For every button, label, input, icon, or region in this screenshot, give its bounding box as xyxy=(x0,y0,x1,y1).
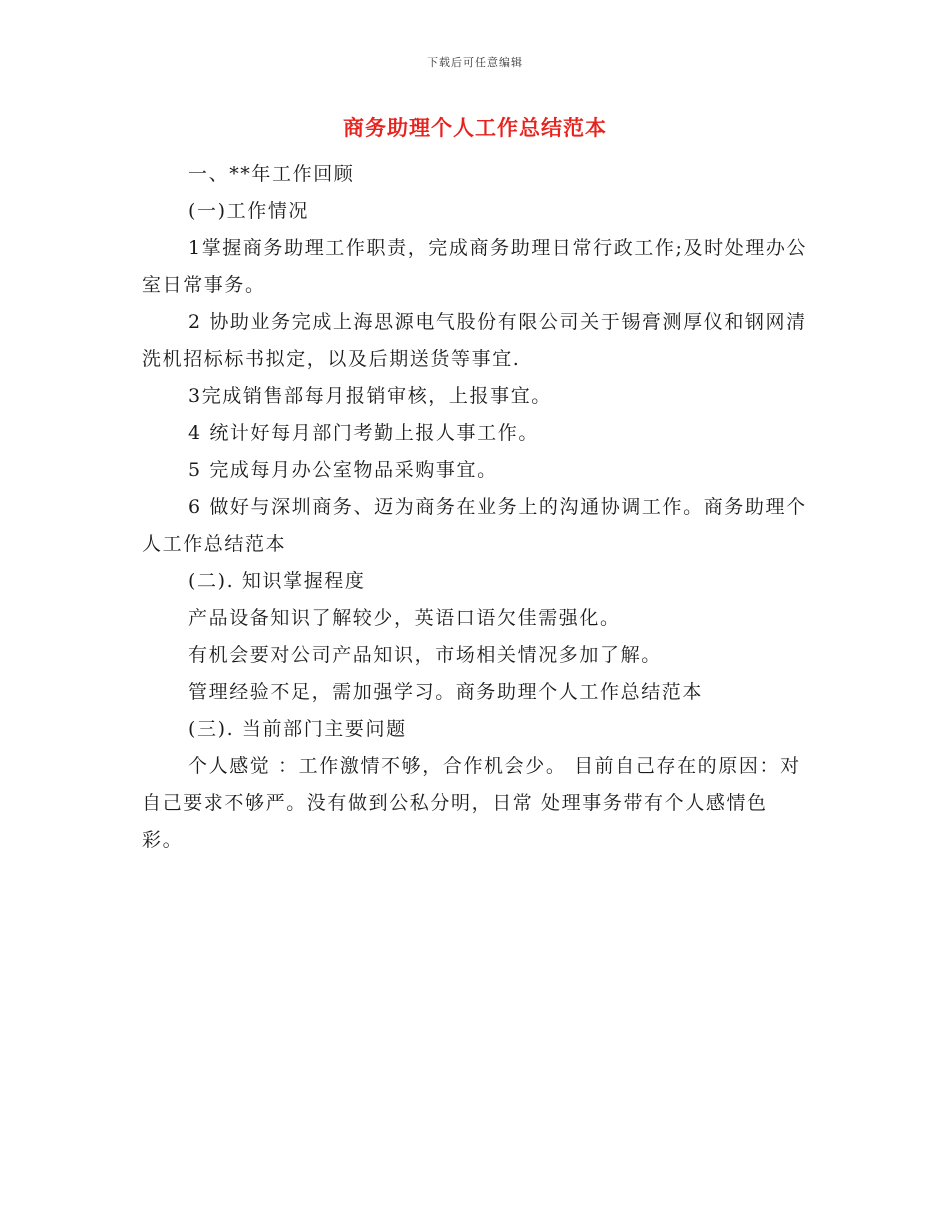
subsection-heading: (二). 知识掌握程度 xyxy=(188,570,366,592)
header-note: 下载后可任意编辑 xyxy=(427,56,523,69)
paragraph: 3完成销售部每月报销审核，上报事宜。 xyxy=(188,385,552,407)
paragraph: 1掌握商务助理工作职责，完成商务助理日常行政工作;及时处理办公室日常事务。 xyxy=(142,237,808,296)
subsection-heading: (三). 当前部门主要问题 xyxy=(188,718,407,740)
paragraph: 2 协助业务完成上海思源电气股份有限公司关于锡膏测厚仪和钢网清洗机招标标书拟定，以及后期送货等事宜. xyxy=(142,311,807,370)
paragraph: 5 完成每月办公室物品采购事宜。 xyxy=(188,459,498,481)
document-body xyxy=(142,156,808,859)
section-heading: 一、**年工作回顾 xyxy=(188,163,355,185)
paragraph: 个人感觉 ：工作激情不够，合作机会少。 目前自己存在的原因：对自己要求不够严。没有做到公私分明，日常 处理事务带有个人感情色彩。 xyxy=(142,755,801,851)
paragraph: 4 统计好每月部门考勤上报人事工作。 xyxy=(188,422,539,444)
paragraph: 6 做好与深圳商务、迈为商务在业务上的沟通协调工作。商务助理个人工作总结范本 xyxy=(142,496,807,555)
subsection-heading: (一)工作情况 xyxy=(188,200,310,222)
paragraph: 管理经验不足，需加强学习。商务助理个人工作总结范本 xyxy=(188,681,704,703)
paragraph: 产品设备知识了解较少，英语口语欠佳需强化。 xyxy=(188,607,621,629)
document-title: 商务助理个人工作总结范本 xyxy=(343,115,607,140)
paragraph: 有机会要对公司产品知识，市场相关情况多加了解。 xyxy=(188,644,662,666)
